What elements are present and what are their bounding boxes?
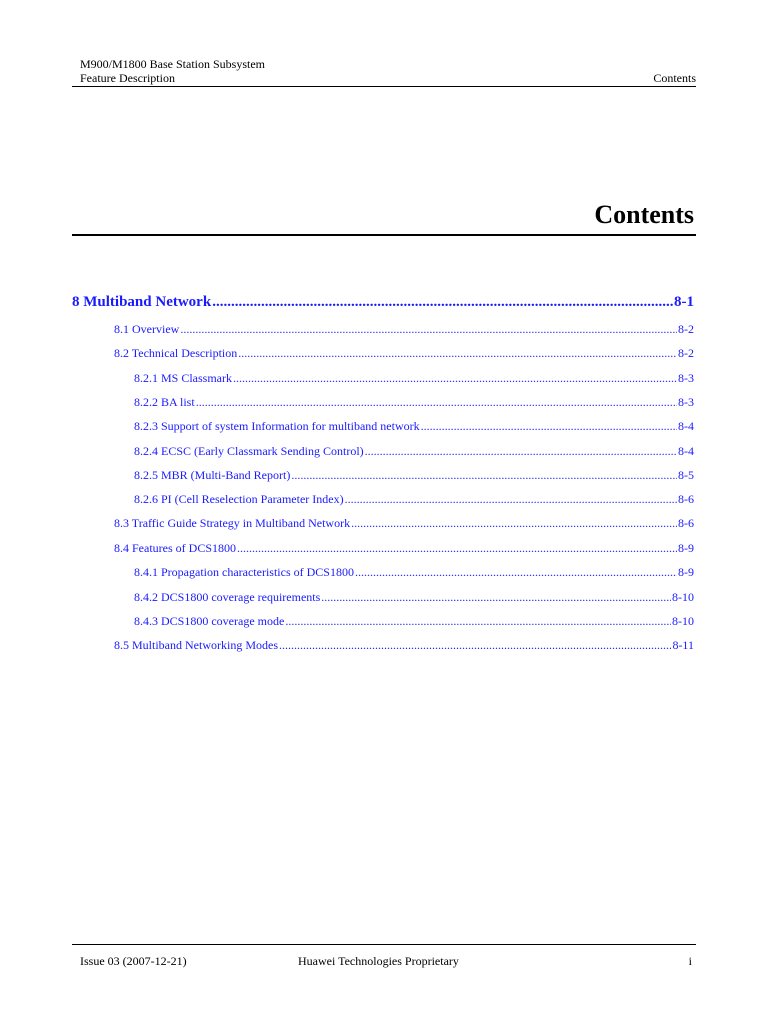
toc-dot-leader (345, 491, 677, 507)
toc-entry-page: 8-4 (678, 444, 694, 458)
toc-entry-label: 8.4.1 Propagation characteristics of DCS1800 (134, 565, 354, 579)
toc-dot-leader (237, 540, 677, 556)
toc-entry-label: 8.4 Features of DCS1800 (114, 541, 236, 555)
header-product: M900/M1800 Base Station Subsystem (80, 57, 266, 71)
toc-dot-leader (355, 564, 677, 580)
toc-dot-leader (365, 443, 677, 459)
toc-dot-leader (212, 292, 673, 312)
toc-entry-label: 8 Multiband Network (72, 294, 212, 310)
toc-entry[interactable] (134, 394, 694, 410)
toc-entry-page: 8-10 (672, 614, 694, 628)
toc-entry-page: 8-1 (674, 294, 694, 310)
toc-dot-leader (238, 345, 677, 361)
toc-entry[interactable] (134, 589, 694, 605)
toc-dot-leader (233, 370, 677, 386)
footer-divider (72, 944, 696, 945)
toc-entry-label: 8.2.4 ECSC (Early Classmark Sending Control) (134, 444, 364, 458)
toc-entry-label: 8.2.3 Support of system Information for multiband network (134, 419, 420, 433)
toc-dot-leader (351, 515, 677, 531)
toc-entry[interactable] (134, 370, 694, 386)
toc-dot-leader (196, 394, 677, 410)
toc-entry-page: 8-4 (678, 419, 694, 433)
toc-entry-label: 8.2 Technical Description (114, 346, 238, 360)
toc-dot-leader (291, 467, 677, 483)
toc-entry[interactable] (114, 345, 694, 361)
toc-entry[interactable] (134, 467, 694, 483)
footer-issue: Issue 03 (2007-12-21) (80, 954, 187, 968)
toc-entry-page: 8-9 (678, 565, 694, 579)
toc-entry-page: 8-6 (678, 492, 694, 506)
toc-entry[interactable] (134, 418, 694, 434)
header-doc-type: Feature Description (80, 71, 175, 85)
page-title: Contents (594, 200, 694, 229)
toc-entry[interactable] (114, 637, 694, 653)
title-divider (72, 234, 696, 236)
toc-entry[interactable] (134, 443, 694, 459)
toc-entry-page: 8-6 (678, 516, 694, 530)
toc-entry[interactable] (114, 321, 694, 337)
toc-entry-label: 8.4.2 DCS1800 coverage requirements (134, 590, 321, 604)
toc-entry-label: 8.1 Overview (114, 322, 180, 336)
toc-entry[interactable] (114, 540, 694, 556)
toc-dot-leader (285, 613, 671, 629)
toc-entry[interactable] (72, 292, 694, 312)
toc-entry[interactable] (114, 515, 694, 531)
toc-entry[interactable] (134, 613, 694, 629)
toc-entry[interactable] (134, 491, 694, 507)
toc-entry-page: 8-11 (672, 638, 694, 652)
toc-entry-page: 8-5 (678, 468, 694, 482)
footer-page-number: i (688, 954, 692, 968)
toc-dot-leader (421, 418, 677, 434)
toc-entry[interactable] (134, 564, 694, 580)
toc-dot-leader (321, 589, 671, 605)
toc-entry-page: 8-3 (678, 395, 694, 409)
header-divider (72, 86, 696, 87)
toc-dot-leader (279, 637, 671, 653)
toc-entry-page: 8-2 (678, 322, 694, 336)
toc-entry-page: 8-2 (678, 346, 694, 360)
toc-entry-label: 8.4.3 DCS1800 coverage mode (134, 614, 285, 628)
toc-entry-label: 8.5 Multiband Networking Modes (114, 638, 278, 652)
toc-entry-label: 8.2.6 PI (Cell Reselection Parameter Index) (134, 492, 344, 506)
page-header (80, 57, 696, 85)
toc-entry-label: 8.2.2 BA list (134, 395, 195, 409)
header-section: Contents (653, 71, 696, 85)
toc-entry-page: 8-9 (678, 541, 694, 555)
footer-company: Huawei Technologies Proprietary (298, 954, 459, 968)
toc-entry-label: 8.3 Traffic Guide Strategy in Multiband Network (114, 516, 351, 530)
toc-entry-page: 8-3 (678, 371, 694, 385)
toc-entry-label: 8.2.5 MBR (Multi-Band Report) (134, 468, 291, 482)
toc-dot-leader (180, 321, 677, 337)
toc-entry-page: 8-10 (672, 590, 694, 604)
toc-entry-label: 8.2.1 MS Classmark (134, 371, 233, 385)
